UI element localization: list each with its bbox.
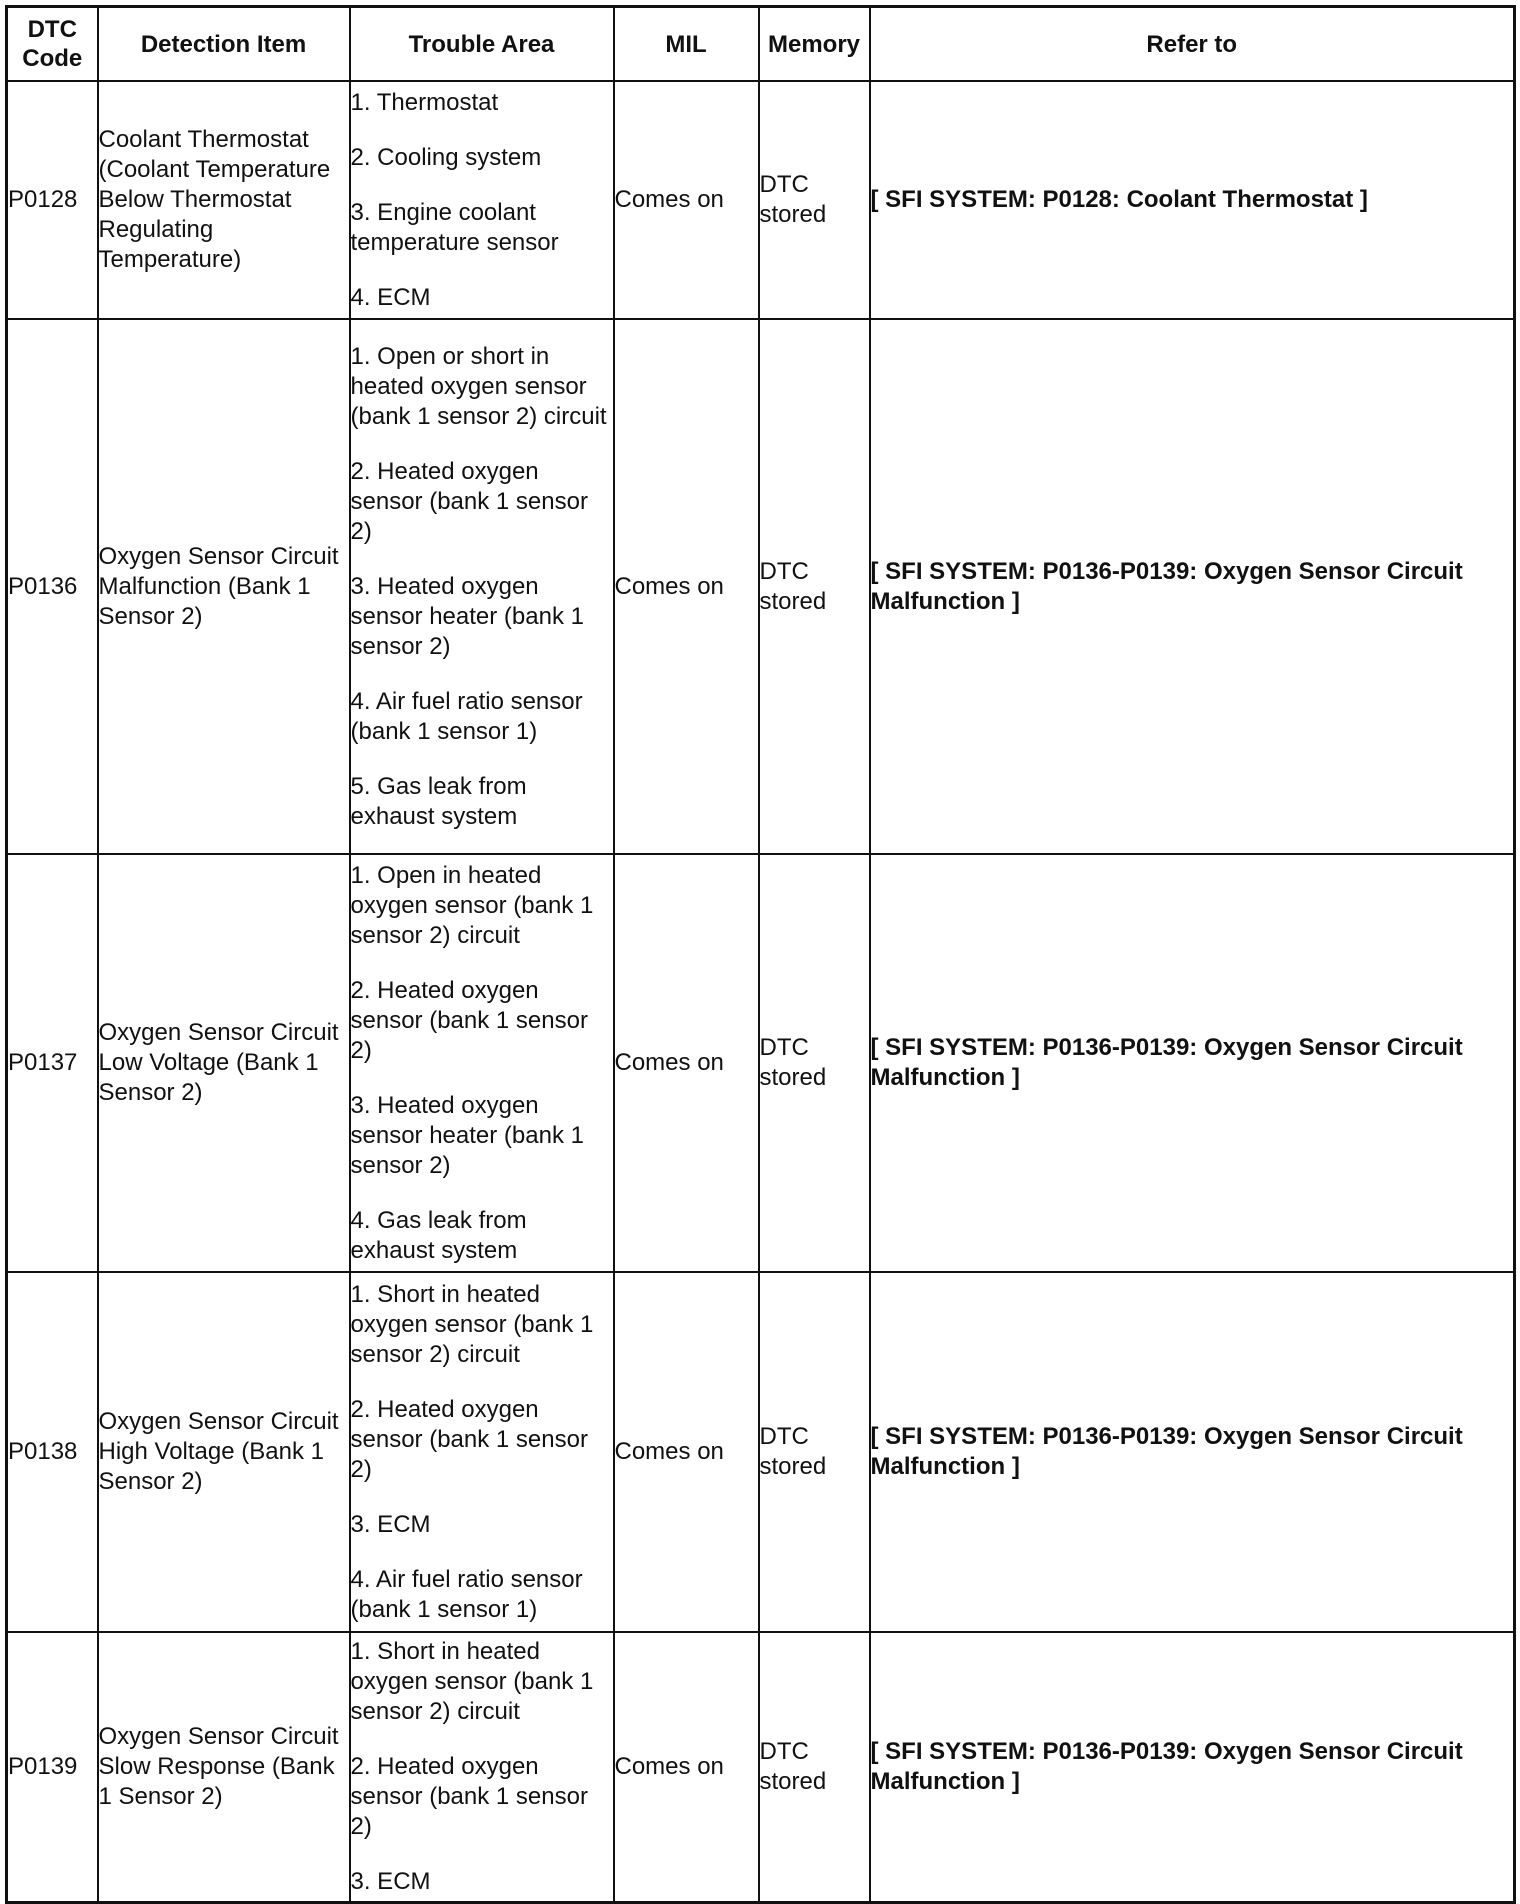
trouble-area-item: 1. Thermostat bbox=[350, 88, 499, 116]
dtc-code-cell: P0139 bbox=[7, 1632, 98, 1903]
trouble-area-list bbox=[351, 1633, 613, 1901]
table-header-row bbox=[7, 7, 1515, 82]
trouble-area-cell bbox=[350, 854, 614, 1272]
detection-item-cell: Coolant Thermostat (Coolant Temperature Below Thermostat Regulating Temperature) bbox=[98, 81, 350, 319]
trouble-area-item: 1. Short in heated oxygen sensor (bank 1 sensor 2) circuit bbox=[350, 1638, 594, 1725]
header-detection-item: Detection Item bbox=[98, 7, 350, 82]
table-row bbox=[7, 1272, 1515, 1632]
header-memory: Memory bbox=[759, 7, 870, 82]
refer-to-link[interactable]: [ SFI SYSTEM: P0136-P0139: Oxygen Sensor Circuit Malfunction ] bbox=[870, 854, 1515, 1272]
dtc-code-cell: P0138 bbox=[7, 1272, 98, 1632]
memory-cell: DTC stored bbox=[759, 854, 870, 1272]
trouble-area-item: 1. Open or short in heated oxygen sensor (bank 1 sensor 2) circuit bbox=[350, 342, 607, 430]
trouble-area-item: 2. Heated oxygen sensor (bank 1 sensor 2) bbox=[350, 457, 588, 545]
trouble-area-list bbox=[351, 857, 613, 1270]
refer-to-link[interactable]: [ SFI SYSTEM: P0128: Coolant Thermostat ] bbox=[870, 81, 1515, 319]
mil-cell: Comes on bbox=[614, 1272, 759, 1632]
trouble-area-item: 1. Short in heated oxygen sensor (bank 1 sensor 2) circuit bbox=[350, 1280, 594, 1368]
dtc-table bbox=[5, 5, 1516, 1904]
trouble-area-item: 4. Air fuel ratio sensor (bank 1 sensor 1) bbox=[350, 687, 583, 745]
trouble-area-item: 2. Heated oxygen sensor (bank 1 sensor 2) bbox=[350, 976, 588, 1064]
trouble-area-list bbox=[351, 84, 613, 317]
header-trouble-area: Trouble Area bbox=[350, 7, 614, 82]
mil-cell: Comes on bbox=[614, 319, 759, 854]
header-mil: MIL bbox=[614, 7, 759, 82]
memory-cell: DTC stored bbox=[759, 1272, 870, 1632]
mil-cell: Comes on bbox=[614, 1632, 759, 1903]
table-row bbox=[7, 319, 1515, 854]
trouble-area-cell bbox=[350, 319, 614, 854]
dtc-code-cell: P0136 bbox=[7, 319, 98, 854]
trouble-area-list bbox=[351, 338, 613, 836]
detection-item-cell: Oxygen Sensor Circuit Low Voltage (Bank 1 Sensor 2) bbox=[98, 854, 350, 1272]
memory-cell: DTC stored bbox=[759, 319, 870, 854]
dtc-code-cell: P0137 bbox=[7, 854, 98, 1272]
trouble-area-cell bbox=[350, 1632, 614, 1903]
mil-cell: Comes on bbox=[614, 854, 759, 1272]
dtc-table-sheet bbox=[5, 5, 1513, 1895]
refer-to-link[interactable]: [ SFI SYSTEM: P0136-P0139: Oxygen Sensor Circuit Malfunction ] bbox=[870, 1272, 1515, 1632]
refer-to-link[interactable]: [ SFI SYSTEM: P0136-P0139: Oxygen Sensor Circuit Malfunction ] bbox=[870, 1632, 1515, 1903]
detection-item-cell: Oxygen Sensor Circuit High Voltage (Bank 1 Sensor 2) bbox=[98, 1272, 350, 1632]
header-dtc-code: DTC Code bbox=[7, 7, 98, 82]
memory-cell: DTC stored bbox=[759, 1632, 870, 1903]
trouble-area-item: 4. ECM bbox=[350, 283, 431, 311]
header-refer-to: Refer to bbox=[870, 7, 1515, 82]
trouble-area-item: 2. Heated oxygen sensor (bank 1 sensor 2) bbox=[350, 1753, 588, 1840]
trouble-area-item: 4. Gas leak from exhaust system bbox=[350, 1206, 527, 1264]
trouble-area-item: 3. Heated oxygen sensor heater (bank 1 sensor 2) bbox=[350, 572, 584, 660]
detection-item-cell: Oxygen Sensor Circuit Malfunction (Bank 1 Sensor 2) bbox=[98, 319, 350, 854]
memory-cell: DTC stored bbox=[759, 81, 870, 319]
trouble-area-item: 3. Engine coolant temperature sensor bbox=[350, 198, 559, 256]
table-row bbox=[7, 854, 1515, 1272]
table-row bbox=[7, 81, 1515, 319]
trouble-area-cell bbox=[350, 1272, 614, 1632]
trouble-area-item: 2. Heated oxygen sensor (bank 1 sensor 2) bbox=[350, 1395, 588, 1483]
trouble-area-list bbox=[351, 1276, 613, 1629]
trouble-area-item: 3. ECM bbox=[350, 1868, 431, 1895]
trouble-area-item: 5. Gas leak from exhaust system bbox=[350, 772, 527, 830]
refer-to-link[interactable]: [ SFI SYSTEM: P0136-P0139: Oxygen Sensor Circuit Malfunction ] bbox=[870, 319, 1515, 854]
trouble-area-item: 4. Air fuel ratio sensor (bank 1 sensor 1) bbox=[350, 1565, 583, 1623]
table-row bbox=[7, 1632, 1515, 1903]
trouble-area-cell bbox=[350, 81, 614, 319]
mil-cell: Comes on bbox=[614, 81, 759, 319]
detection-item-cell: Oxygen Sensor Circuit Slow Response (Bank 1 Sensor 2) bbox=[98, 1632, 350, 1903]
trouble-area-item: 3. Heated oxygen sensor heater (bank 1 sensor 2) bbox=[350, 1091, 584, 1179]
trouble-area-item: 1. Open in heated oxygen sensor (bank 1 sensor 2) circuit bbox=[350, 861, 594, 949]
trouble-area-item: 3. ECM bbox=[350, 1510, 431, 1538]
trouble-area-item: 2. Cooling system bbox=[350, 143, 542, 171]
dtc-code-cell: P0128 bbox=[7, 81, 98, 319]
